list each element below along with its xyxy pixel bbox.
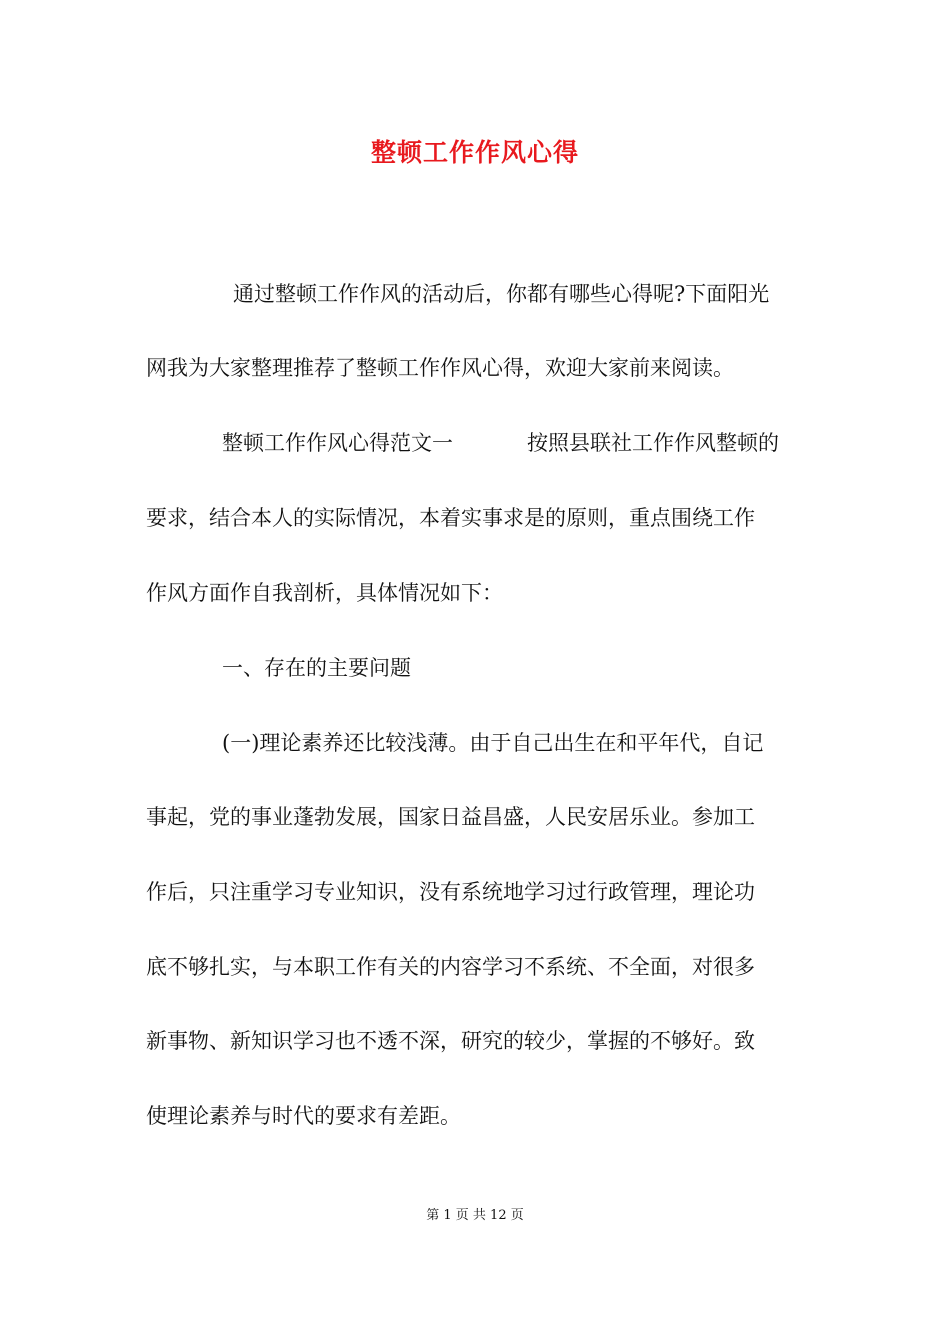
- section-heading: 整顿工作作风心得范文一: [222, 431, 453, 455]
- page-footer: [0, 1206, 950, 1226]
- paragraph-line: 底不够扎实，与本职工作有关的内容学习不系统、不全面，对很多: [146, 955, 755, 979]
- paragraph-line: 作后，只注重学习专业知识，没有系统地学习过行政管理，理论功: [146, 880, 755, 904]
- paragraph-line: 新事物、新知识学习也不透不深，研究的较少，掌握的不够好。致: [146, 1029, 755, 1053]
- paragraph-line: 使理论素养与时代的要求有差距。: [146, 1104, 461, 1128]
- paragraph-line: (一)理论素养还比较浅薄。由于自己出生在和平年代，自记: [222, 731, 764, 755]
- paragraph-line: 网我为大家整理推荐了整顿工作作风心得，欢迎大家前来阅读。: [146, 356, 734, 380]
- paragraph-line: 按照县联社工作作风整顿的: [527, 431, 779, 455]
- paragraph-line: 要求，结合本人的实际情况，本着实事求是的原则，重点围绕工作: [146, 506, 755, 530]
- paragraph-line: 作风方面作自我剖析，具体情况如下：: [146, 581, 503, 605]
- section-heading: 一、存在的主要问题: [222, 656, 411, 680]
- document-title: 整顿工作作风心得: [370, 138, 579, 167]
- paragraph-line: 通过整顿工作作风的活动后，你都有哪些心得呢?下面阳光: [233, 282, 770, 306]
- page-number-label: 第 1 页 共 12 页: [426, 1208, 524, 1223]
- paragraph-line: 事起，党的事业蓬勃发展，国家日益昌盛，人民安居乐业。参加工: [146, 805, 755, 829]
